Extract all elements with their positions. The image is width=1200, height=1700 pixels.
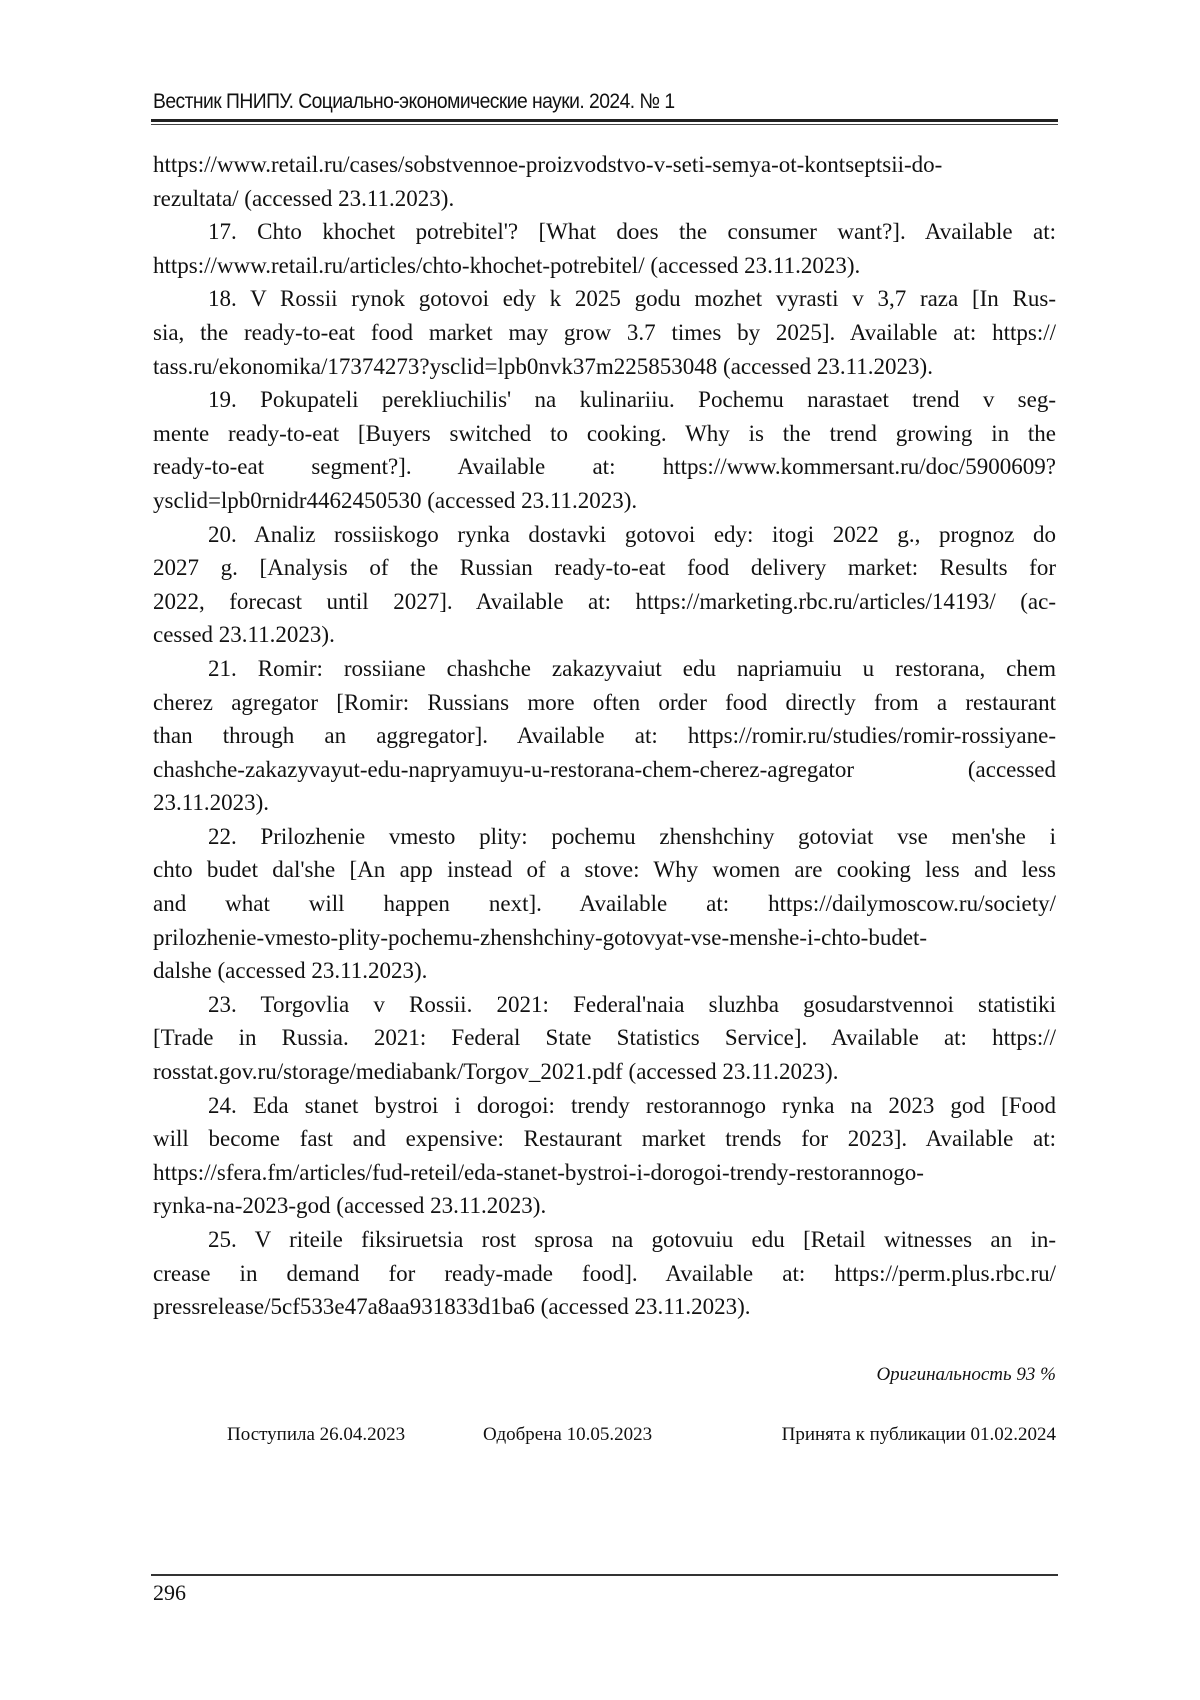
reference-line: rynka-na-2023-god (accessed 23.11.2023). <box>153 1189 1056 1223</box>
reference-line: 2027 g. [Analysis of the Russian ready-to-eat food delivery market: Results for <box>153 551 1056 585</box>
reference-line: chto budet dal'she [An app instead of a stove: Why women are cooking less and less <box>153 853 1056 887</box>
running-header: Вестник ПНИПУ. Социально-экономические науки. 2024. № 1 <box>153 90 675 114</box>
reference-line: dalshe (accessed 23.11.2023). <box>153 954 1056 988</box>
reference-line: rosstat.gov.ru/storage/mediabank/Torgov_2021.pdf (accessed 23.11.2023). <box>153 1055 1056 1089</box>
reference-entry <box>153 820 1056 988</box>
reference-line: mente ready-to-eat [Buyers switched to cooking. Why is the trend growing in the <box>153 417 1056 451</box>
accepted-date: Принята к публикации 01.02.2024 <box>782 1424 1056 1446</box>
reference-line: 25. V riteile fiksiruetsia rost sprosa na gotovuiu edu [Retail witnesses an in- <box>153 1223 1056 1257</box>
reference-line: and what will happen next]. Available at: https://dailymoscow.ru/society/ <box>153 887 1056 921</box>
reference-line: chashche-zakazyvayut-edu-napryamuyu-u-restorana-chem-cherez-agregator (accessed <box>153 753 1056 787</box>
reference-line: cessed 23.11.2023). <box>153 618 1056 652</box>
approved-date: Одобрена 10.05.2023 <box>483 1424 652 1446</box>
reference-line: sia, the ready-to-eat food market may grow 3.7 times by 2025]. Available at: https:// <box>153 316 1056 350</box>
reference-entry <box>153 383 1056 517</box>
reference-line: rezultata/ (accessed 23.11.2023). <box>153 182 1056 216</box>
reference-line: prilozhenie-vmesto-plity-pochemu-zhenshchiny-gotovyat-vse-menshe-i-chto-budet- <box>153 921 1056 955</box>
reference-entry <box>153 1223 1056 1324</box>
reference-entry <box>153 148 1056 215</box>
reference-line: tass.ru/ekonomika/17374273?ysclid=lpb0nvk37m225853048 (accessed 23.11.2023). <box>153 350 1056 384</box>
reference-line: pressrelease/5cf533e47a8aa931833d1ba6 (accessed 23.11.2023). <box>153 1290 1056 1324</box>
reference-line: https://www.retail.ru/articles/chto-khochet-potrebitel/ (accessed 23.11.2023). <box>153 249 1056 283</box>
reference-line: 19. Pokupateli perekliuchilis' na kulinariiu. Pochemu narastaet trend v seg- <box>153 383 1056 417</box>
reference-line: 2022, forecast until 2027]. Available at: https://marketing.rbc.ru/articles/14193/ (ac- <box>153 585 1056 619</box>
reference-line: 21. Romir: rossiiane chashche zakazyvaiut edu napriamuiu u restorana, chem <box>153 652 1056 686</box>
reference-line: cherez agregator [Romir: Russians more often order food directly from a restaurant <box>153 686 1056 720</box>
reference-line: [Trade in Russia. 2021: Federal State Statistics Service]. Available at: https:// <box>153 1021 1056 1055</box>
reference-list <box>153 148 1056 1324</box>
reference-entry <box>153 652 1056 820</box>
reference-entry <box>153 1089 1056 1223</box>
reference-line: 20. Analiz rossiiskogo rynka dostavki gotovoi edy: itogi 2022 g., prognoz do <box>153 518 1056 552</box>
reference-line: 18. V Rossii rynok gotovoi edy k 2025 godu mozhet vyrasti v 3,7 raza [In Rus- <box>153 282 1056 316</box>
received-date: Поступила 26.04.2023 <box>227 1424 405 1446</box>
reference-entry <box>153 215 1056 282</box>
reference-line: crease in demand for ready-made food]. Available at: https://perm.plus.rbc.ru/ <box>153 1257 1056 1291</box>
reference-entry <box>153 282 1056 383</box>
reference-line: 22. Prilozhenie vmesto plity: pochemu zhenshchiny gotoviat vse men'she i <box>153 820 1056 854</box>
reference-line: will become fast and expensive: Restaurant market trends for 2023]. Available at: <box>153 1122 1056 1156</box>
reference-line: than through an aggregator]. Available at: https://romir.ru/studies/romir-rossiyane- <box>153 719 1056 753</box>
header-rule-thin <box>151 124 1058 125</box>
reference-entry <box>153 518 1056 652</box>
reference-line: ready-to-eat segment?]. Available at: https://www.kommersant.ru/doc/5900609? <box>153 450 1056 484</box>
reference-line: 23.11.2023). <box>153 786 1056 820</box>
reference-line: https://www.retail.ru/cases/sobstvennoe-proizvodstvo-v-seti-semya-ot-kontseptsii-do- <box>153 148 1056 182</box>
footer-rule <box>151 1574 1058 1576</box>
reference-line: 17. Chto khochet potrebitel'? [What does the consumer want?]. Available at: <box>153 215 1056 249</box>
page-number: 296 <box>153 1580 186 1606</box>
reference-entry <box>153 988 1056 1089</box>
reference-line: ysclid=lpb0rnidr4462450530 (accessed 23.11.2023). <box>153 484 1056 518</box>
reference-line: 23. Torgovlia v Rossii. 2021: Federal'naia sluzhba gosudarstvennoi statistiki <box>153 988 1056 1022</box>
originality-note: Оригинальность 93 % <box>876 1364 1056 1386</box>
header-rule-thick <box>151 119 1058 122</box>
reference-line: 24. Eda stanet bystroi i dorogoi: trendy restorannogo rynka na 2023 god [Food <box>153 1089 1056 1123</box>
reference-line: https://sfera.fm/articles/fud-reteil/eda-stanet-bystroi-i-dorogoi-trendy-restorannogo- <box>153 1156 1056 1190</box>
